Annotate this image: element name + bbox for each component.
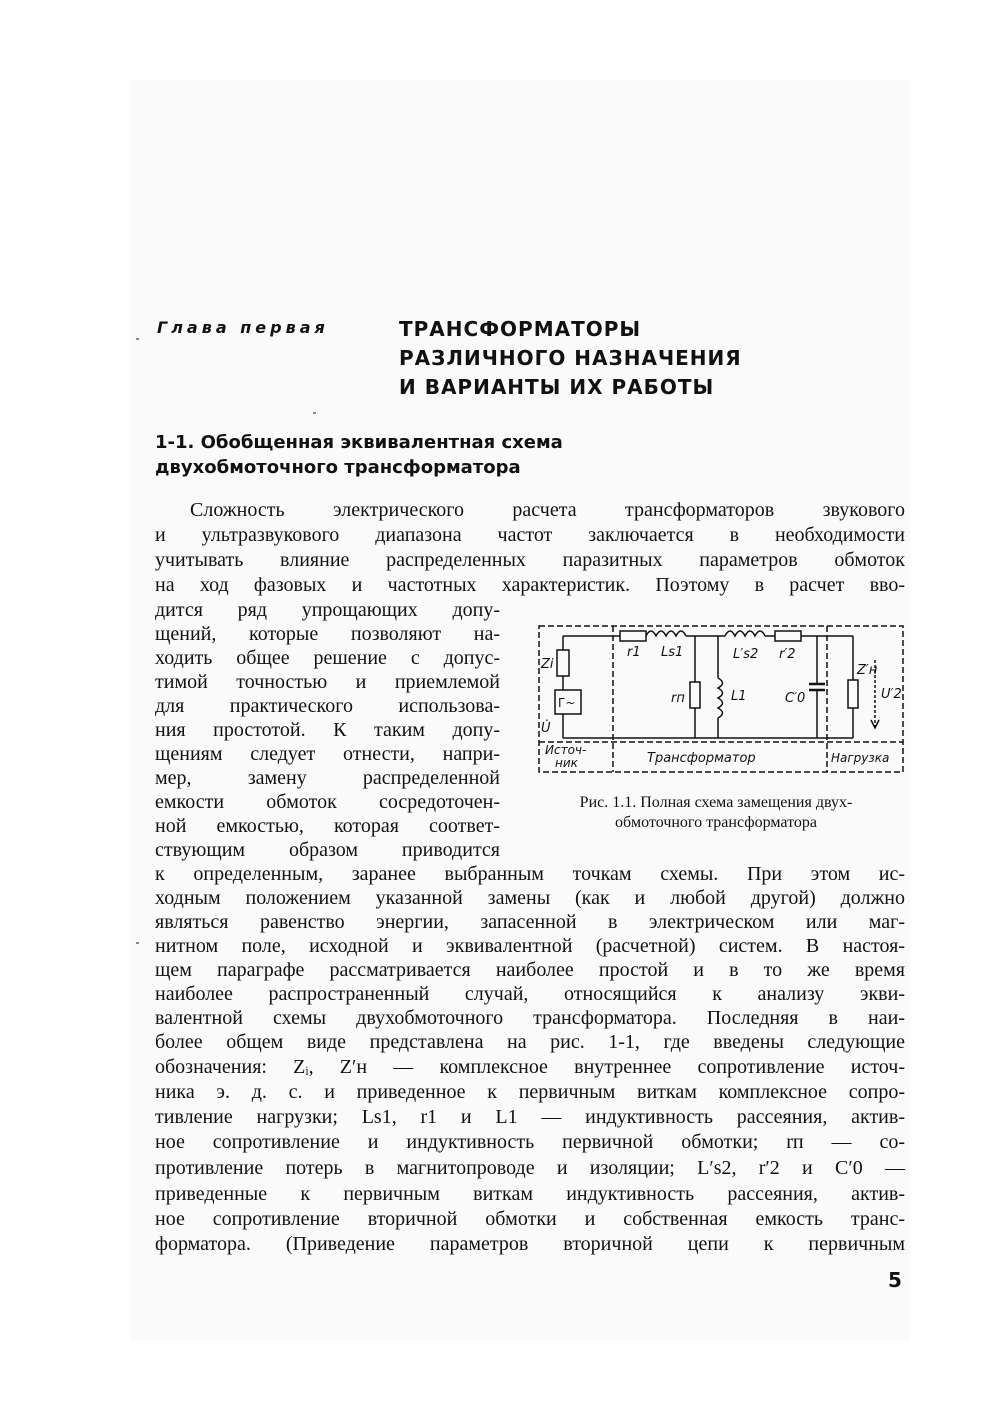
- body-line: наиболее распространенный случай, относящийся к анализу экви-: [155, 983, 905, 1005]
- body-line: и ультразвукового диапазона частот заключается в необходимости: [155, 524, 905, 546]
- label-load: Нагрузка: [831, 751, 890, 765]
- body-line: для практического использова-: [155, 695, 500, 717]
- speck: [136, 338, 139, 340]
- resistor-rp: [690, 682, 700, 708]
- body-line: щений, которые позволяют на-: [155, 623, 500, 645]
- body-line: обозначения: Zᵢ, Z′н — комплексное внутреннее сопротивление источ-: [155, 1056, 905, 1078]
- chapter-title-line: РАЗЛИЧНОГО НАЗНАЧЕНИЯ: [399, 346, 742, 370]
- body-line: Сложность электрического расчета трансформаторов звукового: [190, 499, 905, 521]
- equivalent-circuit-diagram: [535, 620, 907, 780]
- figure-caption-line: Рис. 1.1. Полная схема замещения двух-: [579, 794, 853, 811]
- chapter-title-line: И ВАРИАНТЫ ИХ РАБОТЫ: [399, 375, 715, 399]
- label-c0: C′0: [785, 691, 806, 706]
- page-number: 5: [888, 1268, 902, 1292]
- figure-caption-line: обмоточного трансформатора: [615, 814, 817, 831]
- body-line: форматора. (Приведение параметров вторичной цепи к первичным: [155, 1233, 905, 1255]
- chapter-title-line: ТРАНСФОРМАТОРЫ: [399, 317, 642, 341]
- speck: [313, 412, 316, 414]
- label-ls1: Ls1: [661, 645, 684, 660]
- inductor-l1: [718, 678, 723, 718]
- body-line: на ход фазовых и частотных характеристик. Поэтому в расчет вво-: [155, 574, 905, 596]
- body-line: тивление нагрузки; Ls1, r1 и L1 — индуктивность рассеяния, актив-: [155, 1106, 905, 1128]
- body-line: являться равенство энергии, запасенной в электрическом или маг-: [155, 911, 905, 933]
- resistor-r1: [620, 631, 646, 641]
- figure-caption: [522, 793, 910, 833]
- section-title-line: двухобмоточного трансформатора: [155, 457, 521, 478]
- resistor-r2: [775, 631, 801, 641]
- body-line: учитывать влияние распределенных паразитных параметров обмоток: [155, 549, 905, 571]
- body-line: противление потерь в магнитопроводе и изоляции; L′s2, r′2 и C′0 —: [155, 1157, 905, 1179]
- body-line: ное сопротивление вторичной обмотки и собственная емкость транс-: [155, 1208, 905, 1230]
- section-title-line: 1-1. Обобщенная эквивалентная схема: [155, 432, 563, 453]
- body-line: емкости обмоток сосредоточен-: [155, 791, 500, 813]
- body-line: к определенным, заранее выбранным точкам схемы. При этом ис-: [155, 863, 905, 885]
- label-u2: U′2: [881, 687, 902, 702]
- body-line: более общем виде представлена на рис. 1-1, где введены следующие: [155, 1031, 905, 1053]
- body-line: ходить общее решение с допус-: [155, 647, 500, 669]
- label-transformer: Трансформатор: [647, 751, 756, 766]
- body-line: ное сопротивление и индуктивность первичной обмотки; rп — со-: [155, 1131, 905, 1153]
- body-line: ника э. д. с. и приведенное к первичным виткам комплексное сопро-: [155, 1081, 905, 1103]
- body-line: мер, замену распределенной: [155, 767, 500, 789]
- label-r2: r′2: [779, 647, 796, 662]
- label-zn: Z′н: [857, 663, 878, 678]
- chapter-label: Глава первая: [157, 318, 329, 337]
- body-line: ния простотой. К таким допу-: [155, 719, 500, 741]
- speck: [136, 942, 139, 944]
- body-line: дится ряд упрощающих допу-: [155, 599, 500, 621]
- body-line: щем параграфе рассматривается наиболее простой и в то же время: [155, 959, 905, 981]
- label-zi: Zi: [541, 657, 554, 672]
- label-source: ник: [555, 756, 578, 770]
- label-u: U̇: [541, 721, 551, 736]
- label-generator: Г~: [558, 696, 576, 710]
- label-l1: L1: [731, 689, 747, 704]
- body-line: ной емкостью, которая соответ-: [155, 815, 500, 837]
- impedance-zi: [557, 650, 569, 676]
- chapter-title: [399, 315, 742, 402]
- inductor-ls1: [646, 631, 686, 636]
- label-r1: r1: [627, 645, 641, 660]
- body-line: нитном поле, исходной и эквивалентной (расчетной) систем. В настоя-: [155, 935, 905, 957]
- body-line: валентной схемы двухобмоточного трансформатора. Последняя в наи-: [155, 1007, 905, 1029]
- body-line: ходным положением указанной замены (как и любой другой) должно: [155, 887, 905, 909]
- body-line: приведенные к первичным виткам индуктивность рассеяния, актив-: [155, 1183, 905, 1205]
- body-line: тимой точностью и приемлемой: [155, 671, 500, 693]
- label-rp: rп: [671, 691, 685, 706]
- label-source: Источ-: [545, 743, 587, 757]
- body-line: щениям следует отнести, напри-: [155, 743, 500, 765]
- impedance-zn: [848, 680, 858, 708]
- section-title: [155, 430, 563, 480]
- inductor-ls2: [725, 631, 765, 636]
- label-ls2: L′s2: [733, 647, 759, 662]
- body-line: ствующим образом приводится: [155, 839, 500, 861]
